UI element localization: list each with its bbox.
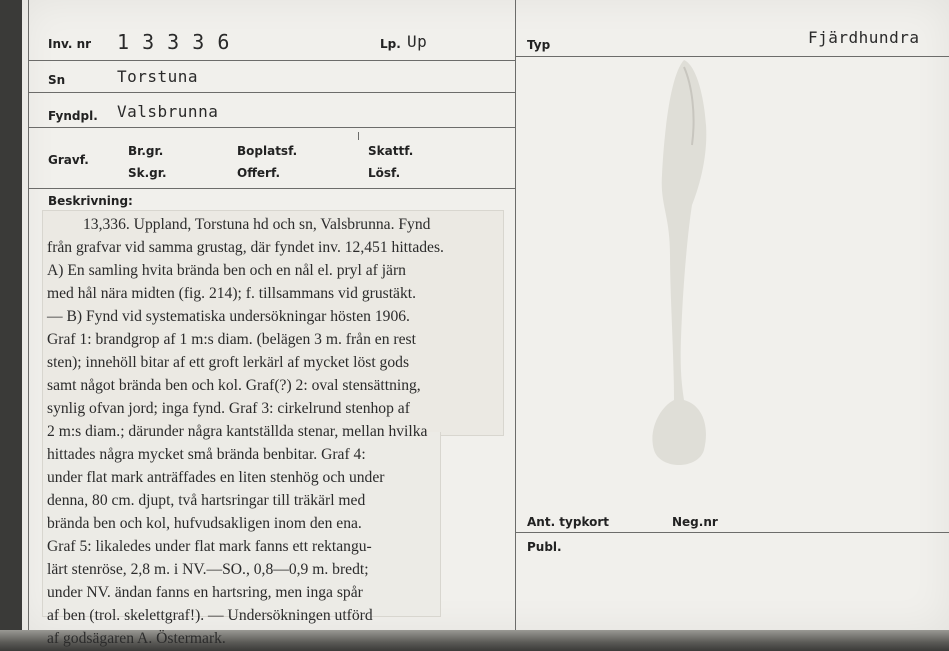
description-line: hittades några mycket små brända benbitar. Graf 4:	[47, 446, 366, 463]
boplatsf-label: Boplatsf.	[237, 144, 298, 158]
description-line: lärt stenröse, 2,8 m. i NV.—SO., 0,8—0,9 m. bredt;	[47, 561, 369, 578]
description-line: Graf 5: likaledes under flat mark fanns ett rektangu-	[47, 538, 372, 555]
skattf-divider	[358, 132, 359, 140]
rule-inv	[28, 60, 515, 61]
negnr-label: Neg.nr	[672, 515, 718, 529]
lp-label: Lp.	[380, 37, 401, 51]
typ-value: Fjärdhundra	[808, 28, 920, 47]
rule-fyndpl	[28, 127, 515, 128]
description-line: från grafvar vid samma grustag, där fyndet inv. 12,451 hittades.	[47, 239, 444, 256]
description-text	[47, 213, 444, 650]
losf-label: Lösf.	[368, 166, 401, 180]
description-line: 13,336. Uppland, Torstuna hd och sn, Valsbrunna. Fynd	[83, 216, 431, 233]
inv-nr-value: 1 3 3 3 6	[117, 30, 230, 54]
description-line: denna, 80 cm. djupt, två hartsringar till träkärl med	[47, 492, 366, 509]
description-line: af ben (trol. skelettgraf!). — Undersökningen utförd	[47, 607, 373, 624]
description-line: sten); innehöll bitar af ett groft lerkärl af mycket löst gods	[47, 354, 410, 371]
rule-gravf	[28, 188, 515, 189]
offerf-label: Offerf.	[237, 166, 281, 180]
rule-typ	[515, 56, 949, 57]
pin-sketch-image	[640, 55, 730, 475]
column-divider	[515, 0, 516, 630]
description-line: under flat mark anträffades en liten stenhög och under	[47, 469, 385, 486]
description-line: — B) Fynd vid systematiska undersökningar hösten 1906.	[47, 308, 410, 325]
lp-value: Up	[407, 32, 428, 51]
fyndpl-label: Fyndpl.	[48, 109, 98, 123]
inv-nr-label: Inv. nr	[48, 37, 92, 51]
description-line: 2 m:s diam.; därunder några kantställda stenar, mellan hvilka	[47, 423, 428, 440]
skattf-label: Skattf.	[368, 144, 414, 158]
skgr-label: Sk.gr.	[128, 166, 167, 180]
sn-value: Torstuna	[117, 67, 199, 86]
beskrivning-label: Beskrivning:	[48, 194, 133, 208]
rule-ant-typkort	[515, 532, 949, 533]
rule-sn	[28, 92, 515, 93]
description-line: Graf 1: brandgrop af 1 m:s diam. (belägen 3 m. från en rest	[47, 331, 416, 348]
ant-typkort-label: Ant. typkort	[527, 515, 610, 529]
description-line: brända ben och kol, hufvudsakligen inom den ena.	[47, 515, 362, 532]
description-line: samt något brända ben och kol. Graf(?) 2: oval stensättning,	[47, 377, 421, 394]
brgr-label: Br.gr.	[128, 144, 164, 158]
typ-label: Typ	[527, 38, 551, 52]
publ-label: Publ.	[527, 540, 562, 554]
description-line: af godsägaren A. Östermark.	[47, 630, 226, 647]
card-left-rule	[28, 0, 29, 630]
description-line: med hål nära midten (fig. 214); f. tillsammans vid grustäkt.	[47, 285, 416, 302]
description-line: A) En samling hvita brända ben och en nål el. pryl af järn	[47, 262, 406, 279]
fyndpl-value: Valsbrunna	[117, 102, 219, 121]
sn-label: Sn	[48, 73, 66, 87]
description-line: synlig ofvan jord; inga fynd. Graf 3: cirkelrund stenhop af	[47, 400, 410, 417]
description-line: under NV. ändan fanns en hartsring, men inga spår	[47, 584, 363, 601]
gravf-label: Gravf.	[48, 153, 89, 167]
